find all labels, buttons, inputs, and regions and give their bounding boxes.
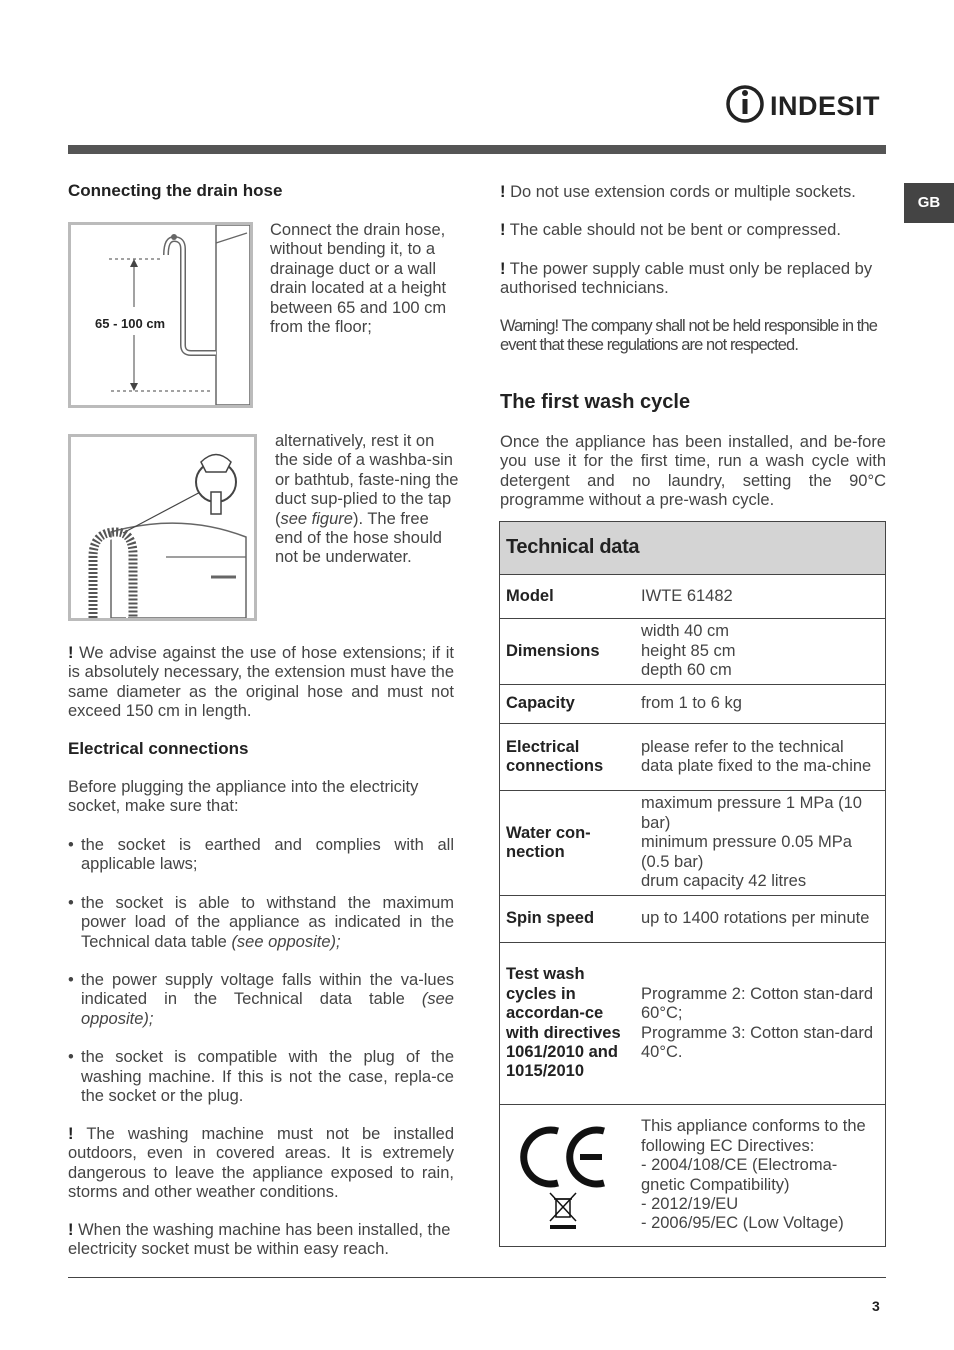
- outdoor-warning: [68, 1125, 454, 1203]
- drain-hose-heading: Connecting the drain hose: [68, 181, 283, 200]
- table-row: [500, 619, 886, 685]
- drain-text-washbasin-a: alternatively, rest it on the side of a washba-sin or bathtub, faste-ning the duct sup-plied to the tap (: [275, 432, 459, 528]
- table-row: [500, 791, 886, 896]
- table-row: [500, 522, 886, 575]
- ce-marking-cell: [500, 1105, 636, 1247]
- washbasin-illustration: [71, 437, 254, 618]
- indesit-logo-mark: [724, 80, 889, 128]
- bullet-dot: •: [68, 836, 74, 854]
- list-item-text: [81, 894, 454, 952]
- responsibility-warning: Warning! The company shall not be held responsible in the event that these regulations are not respected.: [500, 317, 878, 355]
- list-item-text: [81, 971, 454, 1029]
- cable-replace-text: The power supply cable must only be replaced by authorised technicians.: [500, 260, 873, 298]
- list-item-text: [81, 1048, 454, 1106]
- cable-bend-text: The cable should not be bent or compressed.: [505, 221, 841, 239]
- drain-text-washbasin-em: see figure: [280, 509, 353, 528]
- table-row: [500, 896, 886, 943]
- list-item-text-main: the socket is compatible with the plug of the washing machine. If this is not the case, repla-ce the socket or the plug.: [81, 1048, 454, 1106]
- list-item-text-em: (see opposite);: [81, 990, 454, 1028]
- cable-bend-warning: [500, 221, 890, 240]
- hose-extension-warning: [68, 644, 454, 722]
- drain-text-wall: Connect the drain hose, without bending it, to a drainage duct or a wall drain located at a height between 65 and 100 cm from the floor;: [270, 221, 447, 337]
- brand-wordmark: INDESIT: [770, 91, 881, 121]
- socket-reach-warning: [68, 1221, 458, 1260]
- first-wash-heading: The first wash cycle: [500, 391, 691, 413]
- hose-extension-text: We advise against the use of hose extensions; if it is absolutely necessary, the extension must have the same diameter as the original hose and must not exceed 150 cm in length.: [68, 644, 454, 721]
- washbasin-figure: [68, 434, 257, 621]
- table-value: width 40 cm height 85 cm depth 60 cm: [635, 619, 886, 685]
- table-value: please refer to the technical data plate fixed to the ma-chine: [635, 724, 886, 791]
- warning-mark: !: [500, 260, 506, 278]
- table-key: Test wash cycles in accordan-ce with directives 1061/2010 and 1015/2010: [500, 943, 636, 1105]
- wee-bin-icon: [550, 1193, 576, 1229]
- cable-replace-warning: [500, 260, 890, 299]
- table-key: Electrical connections: [500, 724, 636, 791]
- bullet-dot: •: [68, 971, 74, 990]
- table-row: [500, 575, 886, 619]
- header-rule: [68, 145, 886, 154]
- table-row: [500, 943, 886, 1105]
- socket-reach-text: When the washing machine has been installed, the electricity socket must be within easy reach.: [68, 1221, 451, 1259]
- table-value: IWTE 61482: [635, 575, 886, 619]
- electrical-connections-heading: Electrical connections: [68, 739, 249, 758]
- ce-directives-text: This appliance conforms to the following EC Directives: - 2004/108/CE (Electroma-gnetic Compatibility) - 2012/19/EU - 2006/95/EC (Low Voltage): [635, 1105, 886, 1247]
- list-item-text-main: the socket is able to withstand the maximum power load of the appliance as indicated in the Technical data table: [81, 893, 454, 951]
- footer-rule: [68, 1277, 886, 1278]
- table-value: up to 1400 rotations per minute: [635, 896, 886, 943]
- tech-table: [499, 521, 886, 1247]
- list-item: [68, 836, 454, 875]
- tech-table-title: Technical data: [500, 522, 886, 575]
- list-item: [68, 1048, 454, 1106]
- ce-mark-icon: [518, 1113, 618, 1233]
- extension-cord-warning: [500, 183, 890, 202]
- warning-mark: !: [68, 644, 74, 662]
- indesit-logo: [724, 80, 889, 128]
- table-value: maximum pressure 1 MPa (10 bar) minimum pressure 0.05 MPa (0.5 bar) drum capacity 42 litres: [635, 791, 886, 896]
- list-item: [68, 971, 454, 1029]
- outdoor-warning-text: The washing machine must not be installed outdoors, even in covered areas. It is extremely dangerous to leave the appliance exposed to rain, storms and other weather conditions.: [68, 1125, 454, 1202]
- table-key: Spin speed: [500, 896, 636, 943]
- table-value: Programme 2: Cotton stan-dard 60°C; Programme 3: Cotton stan-dard 40°C.: [635, 943, 886, 1105]
- table-row: [500, 1105, 886, 1247]
- warning-mark: !: [68, 1125, 74, 1143]
- list-item-text: [81, 836, 454, 875]
- table-value: from 1 to 6 kg: [635, 685, 886, 724]
- bullet-dot: •: [68, 1048, 74, 1067]
- first-wash-text: Once the appliance has been installed, and be-fore you use it for the first time, run a wash cycle with detergent and no laundry, setting the 90°C programme without a pre-wash cycle.: [500, 433, 886, 510]
- drain-height-illustration: [71, 225, 250, 405]
- bullet-list: [68, 836, 454, 1106]
- warning-mark: !: [68, 1221, 74, 1239]
- electrical-intro: Before plugging the appliance into the electricity socket, make sure that:: [68, 778, 419, 816]
- table-key: Water con-nection: [500, 791, 636, 896]
- warning-mark: !: [500, 221, 506, 239]
- table-key: Capacity: [500, 685, 636, 724]
- table-key: Dimensions: [500, 619, 636, 685]
- drain-text-washbasin-b: ). The free end of the hose should not be underwater.: [275, 509, 442, 567]
- list-item-text-main: the power supply voltage falls within the va-lues indicated in the Technical data table: [81, 971, 454, 1009]
- extension-cord-text: Do not use extension cords or multiple sockets.: [505, 183, 856, 201]
- table-row: [500, 685, 886, 724]
- list-item-text-em: (see opposite);: [231, 932, 341, 951]
- page-number: 3: [872, 1298, 880, 1314]
- bullet-dot: •: [68, 893, 74, 912]
- warning-mark: !: [500, 183, 506, 201]
- technical-data-table: [499, 521, 886, 1247]
- language-tab: GB: [904, 183, 954, 223]
- drain-text-washbasin: [275, 432, 460, 568]
- list-item-text-main: the socket is earthed and complies with all applicable laws;: [81, 836, 454, 874]
- table-key: Model: [500, 575, 636, 619]
- drain-height-figure: [68, 222, 253, 408]
- list-item: [68, 894, 454, 952]
- drain-height-label: 65 - 100 cm: [95, 316, 166, 331]
- table-row: [500, 724, 886, 791]
